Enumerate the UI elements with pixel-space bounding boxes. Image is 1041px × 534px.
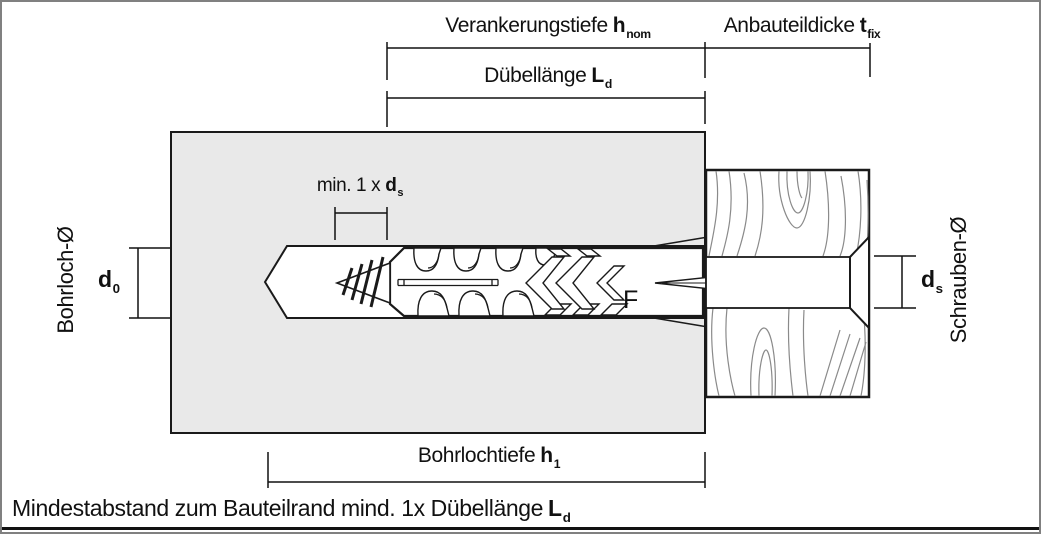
- label-subscript: s: [397, 187, 404, 200]
- label-duebellaenge: [484, 64, 612, 91]
- label-subscript: d: [562, 510, 571, 526]
- dim-bohrloch-durchmesser: [129, 248, 170, 318]
- plug-fins-bottom: [418, 291, 534, 316]
- label-text: Mindestabstand zum Bauteilrand mind. 1x Dübellänge: [12, 495, 544, 521]
- label-variable: t: [859, 14, 867, 37]
- label-anbauteildicke: [723, 14, 881, 41]
- label-text: Dübellänge: [484, 64, 587, 87]
- label-text: Schrauben-Ø: [945, 216, 971, 344]
- label-subscript: 1: [553, 456, 561, 471]
- label-variable: L: [591, 64, 604, 87]
- bottom-rule: [2, 527, 1039, 530]
- label-ds: [921, 266, 943, 297]
- label-text: min. 1 x: [316, 175, 381, 196]
- label-subscript: 0: [112, 281, 120, 297]
- wall-plug: [390, 238, 706, 327]
- label-text: F: [623, 286, 639, 314]
- label-text: Bohrloch-Ø: [52, 226, 78, 334]
- label-force: [623, 287, 638, 315]
- label-mindestabstand: [12, 495, 571, 526]
- label-verankerungstiefe: [445, 14, 651, 41]
- label-bohrlochtiefe: [417, 444, 561, 471]
- label-variable: h: [612, 14, 626, 37]
- label-variable: L: [548, 495, 562, 521]
- screw-shaft: [706, 257, 850, 308]
- label-min-1xds: [316, 175, 404, 200]
- label-subscript: d: [604, 76, 612, 91]
- dim-duebellaenge: [387, 91, 705, 127]
- label-subscript: s: [935, 281, 943, 297]
- label-variable: d: [921, 266, 935, 292]
- label-schrauben-durchmesser: [947, 217, 971, 343]
- label-bohrloch-durchmesser: [54, 226, 78, 333]
- dim-verankerungstiefe-anbauteildicke: [387, 42, 870, 80]
- label-text: Anbauteildicke: [723, 14, 855, 37]
- label-variable: d: [98, 266, 112, 292]
- label-variable: h: [540, 444, 553, 467]
- label-text: Bohrlochtiefe: [417, 444, 536, 467]
- label-variable: d: [385, 175, 397, 196]
- label-d0: [98, 266, 120, 297]
- label-subscript: nom: [626, 26, 651, 41]
- label-text: Verankerungstiefe: [445, 14, 608, 37]
- dim-schrauben-durchmesser: [874, 256, 916, 308]
- label-subscript: fix: [867, 26, 881, 41]
